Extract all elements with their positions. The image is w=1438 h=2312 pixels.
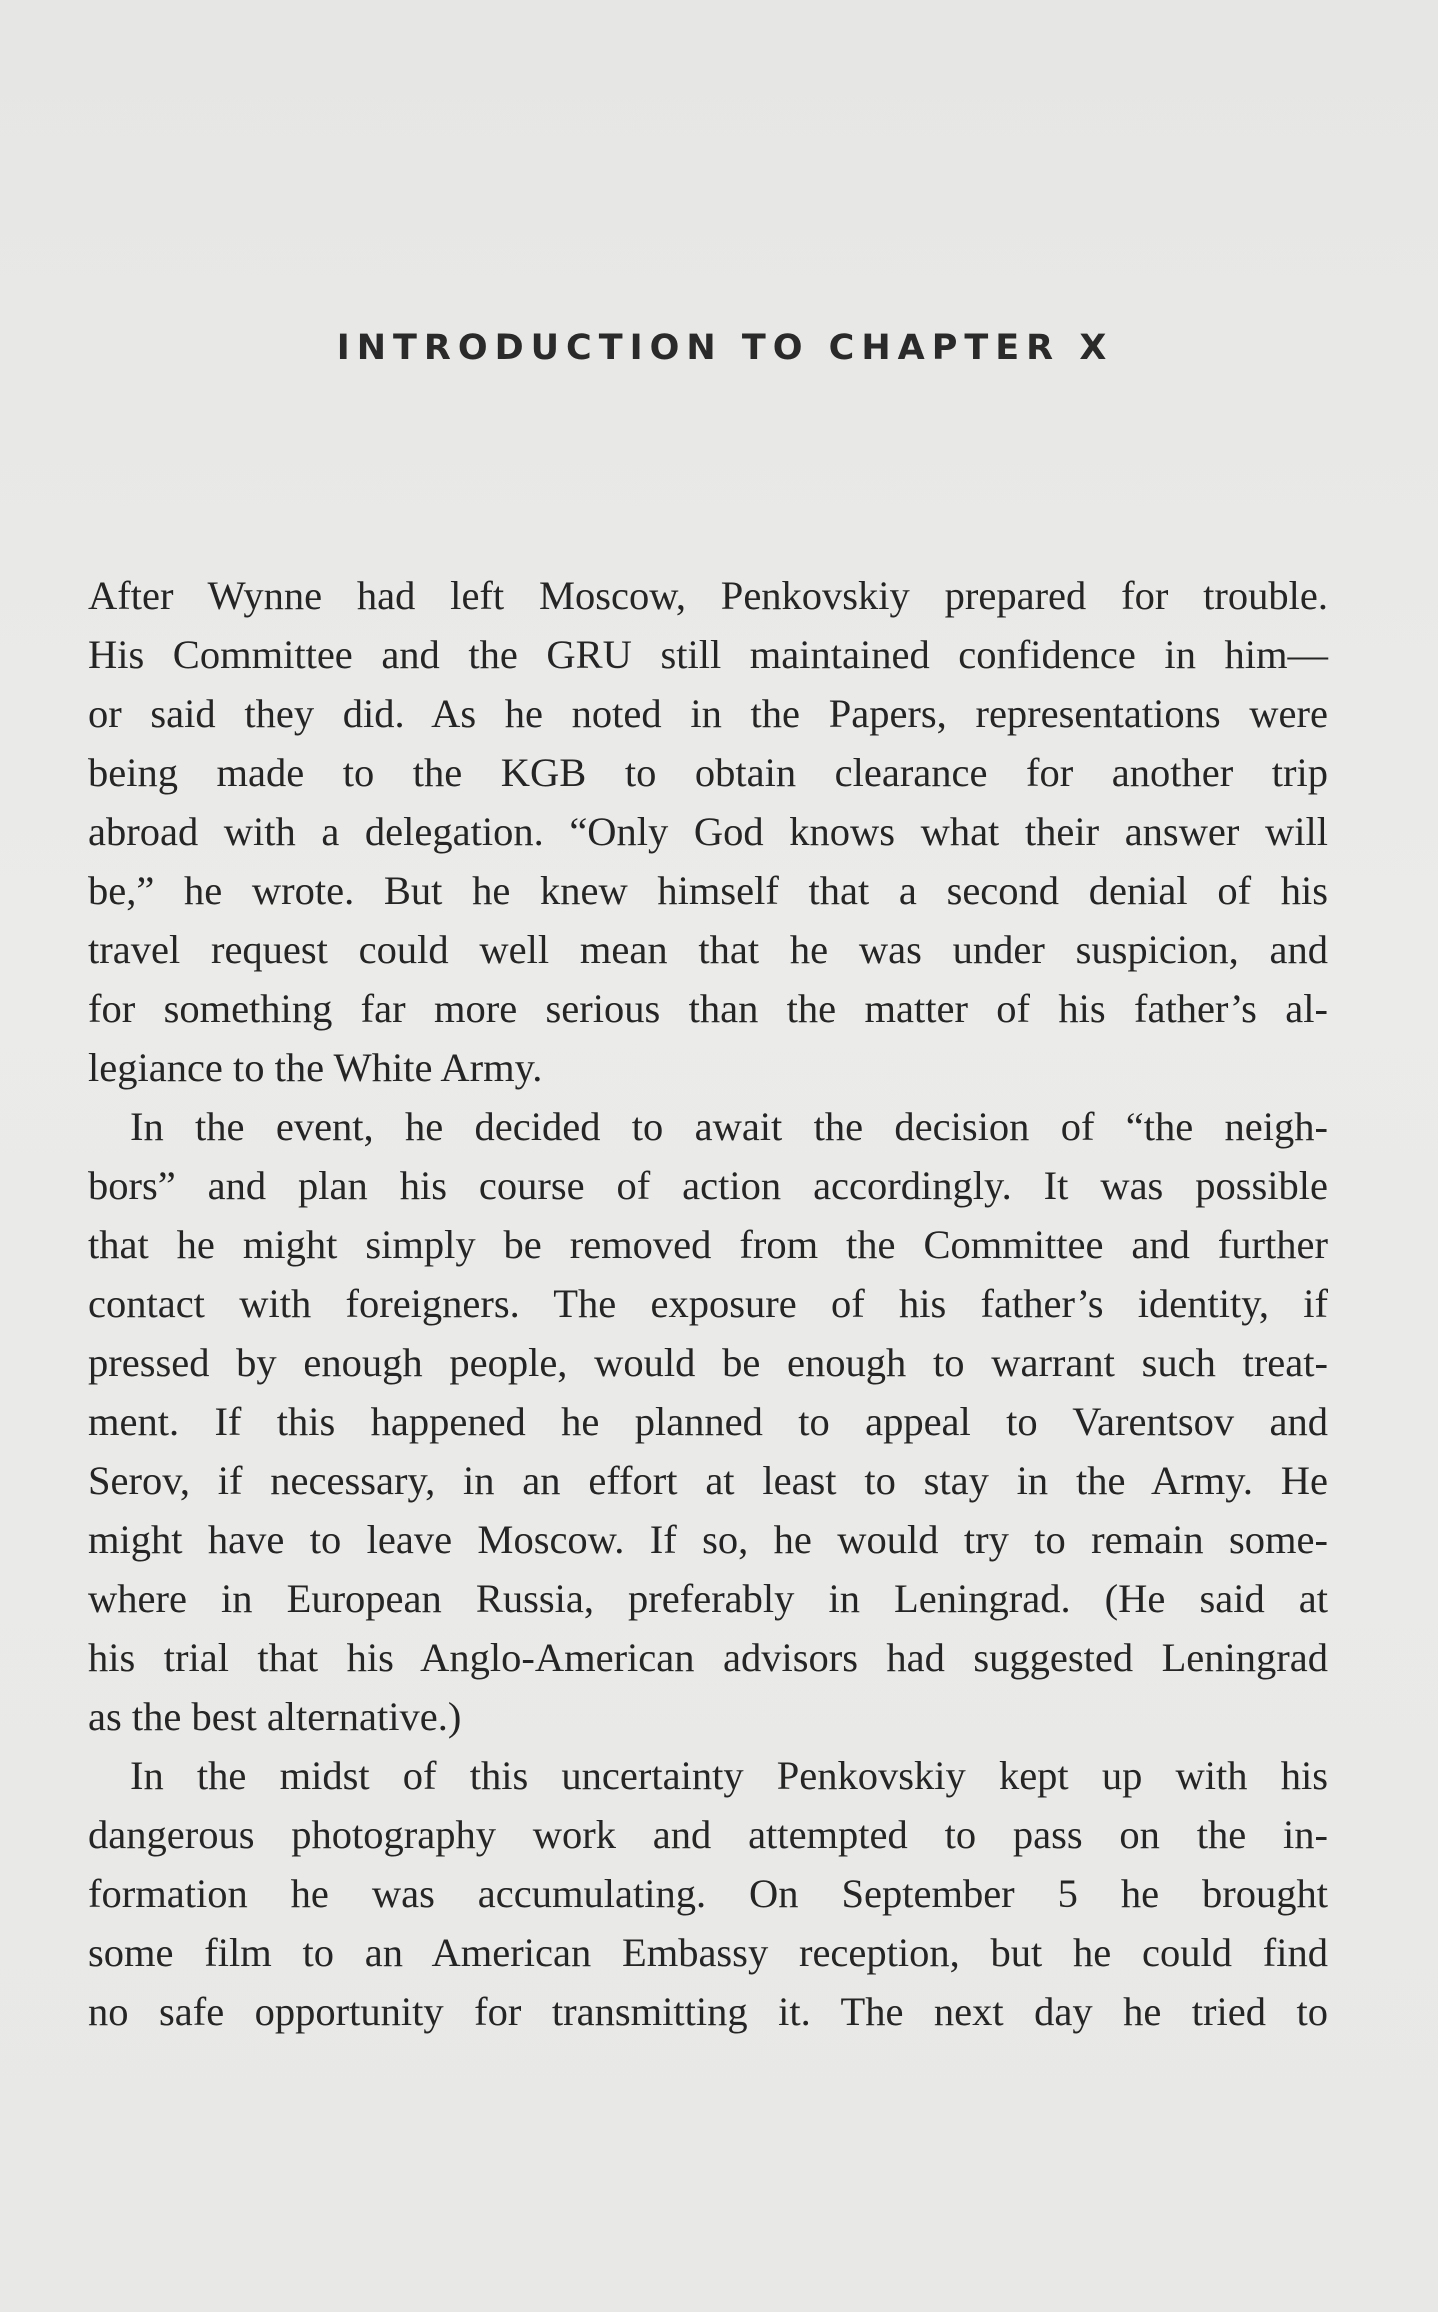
- text-line: After Wynne had left Moscow, Penkovskiy prepared for trouble.: [88, 573, 1328, 618]
- text-line: no safe opportunity for transmitting it. The next day he tried to: [88, 1989, 1328, 2034]
- text-line: bors” and plan his course of action accordingly. It was possible: [88, 1163, 1328, 1208]
- text-line: dangerous photography work and attempted to pass on the in-: [88, 1812, 1328, 1857]
- paragraph-3: [88, 1746, 1328, 2041]
- text-line: might have to leave Moscow. If so, he would try to remain some-: [88, 1517, 1328, 1562]
- body-text: [88, 566, 1328, 2041]
- text-line: His Committee and the GRU still maintained confidence in him—: [88, 632, 1328, 677]
- paragraph-2: [88, 1097, 1328, 1746]
- text-line: abroad with a delegation. “Only God knows what their answer will: [88, 809, 1328, 854]
- text-line: formation he was accumulating. On September 5 he brought: [88, 1871, 1328, 1916]
- text-line: that he might simply be removed from the Committee and further: [88, 1222, 1328, 1267]
- chapter-heading: INTRODUCTION TO CHAPTER X: [336, 328, 1114, 368]
- text-line: legiance to the White Army.: [88, 1045, 543, 1090]
- text-line: where in European Russia, preferably in Leningrad. (He said at: [88, 1576, 1328, 1621]
- text-line: Serov, if necessary, in an effort at least to stay in the Army. He: [88, 1458, 1328, 1503]
- text-line: In the midst of this uncertainty Penkovskiy kept up with his: [130, 1753, 1328, 1798]
- text-line: pressed by enough people, would be enough to warrant such treat-: [88, 1340, 1328, 1385]
- text-line: some film to an American Embassy reception, but he could find: [88, 1930, 1328, 1975]
- text-line: ment. If this happened he planned to appeal to Varentsov and: [88, 1399, 1328, 1444]
- text-line: being made to the KGB to obtain clearance for another trip: [88, 750, 1328, 795]
- text-line: travel request could well mean that he was under suspicion, and: [88, 927, 1328, 972]
- paragraph-1: [88, 566, 1328, 1097]
- text-line: his trial that his Anglo-American advisors had suggested Leningrad: [88, 1635, 1328, 1680]
- text-line: as the best alternative.): [88, 1694, 462, 1739]
- text-line: for something far more serious than the matter of his father’s al-: [88, 986, 1328, 1031]
- text-line: contact with foreigners. The exposure of his father’s identity, if: [88, 1281, 1328, 1326]
- text-line: or said they did. As he noted in the Papers, representations were: [88, 691, 1328, 736]
- text-line: In the event, he decided to await the decision of “the neigh-: [130, 1104, 1328, 1149]
- text-line: be,” he wrote. But he knew himself that a second denial of his: [88, 868, 1328, 913]
